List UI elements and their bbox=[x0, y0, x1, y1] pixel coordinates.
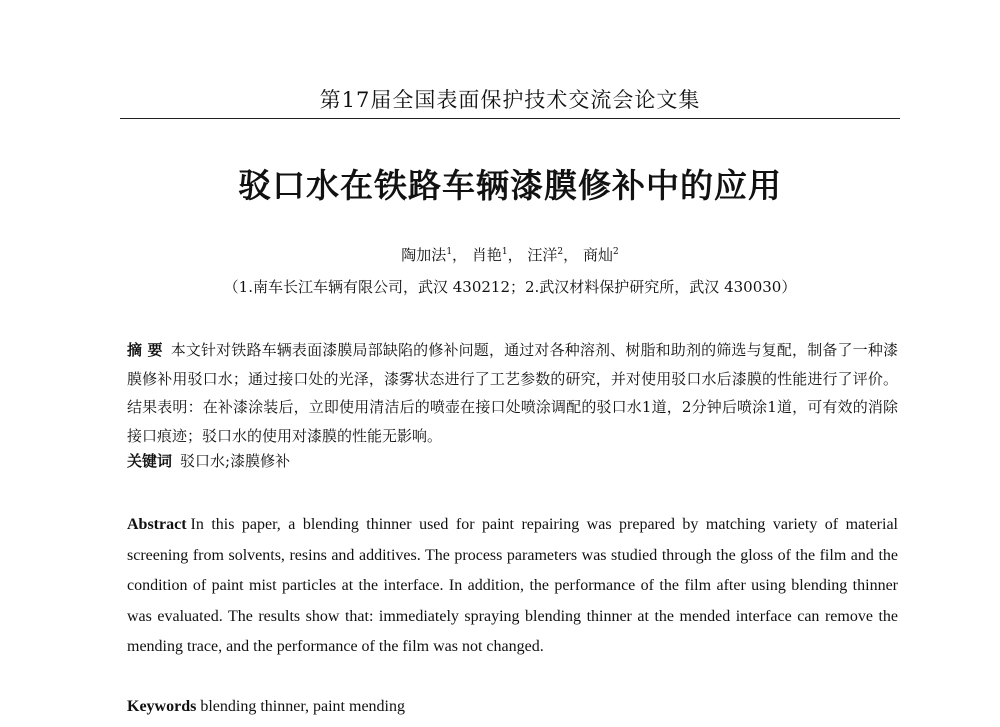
author bbox=[472, 246, 523, 264]
abstract-chinese-text: 本文针对铁路车辆表面漆膜局部缺陷的修补问题，通过对各种溶剂、树脂和助剂的筛选与复配，制备了一种漆膜修补用驳口水；通过接口处的光泽，漆雾状态进行了工艺参数的研究，并对使用驳口水后漆膜的性能进行了评价。结果表明：在补漆涂装后，立即使用清洁后的喷壶在接口处喷涂调配的驳口水1道，2分钟后喷涂1道，可有效的消除接口痕迹；驳口水的使用对漆膜的性能无影响。 bbox=[127, 341, 898, 445]
running-header: 第17届全国表面保护技术交流会论文集 bbox=[319, 88, 701, 112]
author-name: 陶加法 bbox=[401, 246, 447, 264]
author bbox=[401, 246, 467, 264]
abstract-english-label: Abstract bbox=[127, 516, 187, 533]
paper-title: 驳口水在铁路车辆漆膜修补中的应用 bbox=[238, 166, 782, 205]
author-list bbox=[120, 244, 900, 265]
author bbox=[527, 246, 578, 264]
author-separator: ， bbox=[452, 246, 468, 264]
author bbox=[583, 246, 619, 264]
author-name: 肖艳 bbox=[471, 246, 502, 264]
header-rule bbox=[120, 118, 900, 119]
author-separator: ， bbox=[507, 246, 523, 264]
abstract-chinese bbox=[127, 336, 898, 450]
keywords-english-label: Keywords bbox=[127, 698, 197, 715]
keywords-chinese-label: 关键词 bbox=[127, 452, 173, 470]
author-name: 汪洋 bbox=[527, 246, 558, 264]
author-name: 商灿 bbox=[582, 246, 613, 264]
author-affiliation-mark: 2 bbox=[557, 247, 564, 257]
abstract-english bbox=[127, 510, 898, 663]
affiliations: （1.南车长江车辆有限公司，武汉 430212；2.武汉材料保护研究所，武汉 430030） bbox=[223, 278, 797, 296]
author-affiliation-mark: 1 bbox=[501, 247, 508, 257]
abstract-english-text: In this paper, a blending thinner used for paint repairing was prepared by matching variety of material screening from solvents, resins and additives. The process parameters was studied through the gloss of the film and the condition of paint mist particles at the interface. In addition, the performance of the film after using blending thinner was evaluated. The results show that: immediately spraying blending thinner at the mended interface can remove the mending trace, and the performance of the film was not changed. bbox=[127, 516, 898, 656]
author-separator: ， bbox=[563, 246, 579, 264]
keywords-english bbox=[127, 698, 898, 716]
author-affiliation-mark: 1 bbox=[446, 247, 453, 257]
keywords-chinese bbox=[127, 450, 898, 471]
author-affiliation-mark: 2 bbox=[612, 247, 619, 257]
keywords-english-text: blending thinner, paint mending bbox=[200, 698, 405, 715]
keywords-chinese-text: 驳口水;漆膜修补 bbox=[180, 452, 291, 470]
abstract-chinese-label: 摘 要 bbox=[127, 341, 163, 359]
